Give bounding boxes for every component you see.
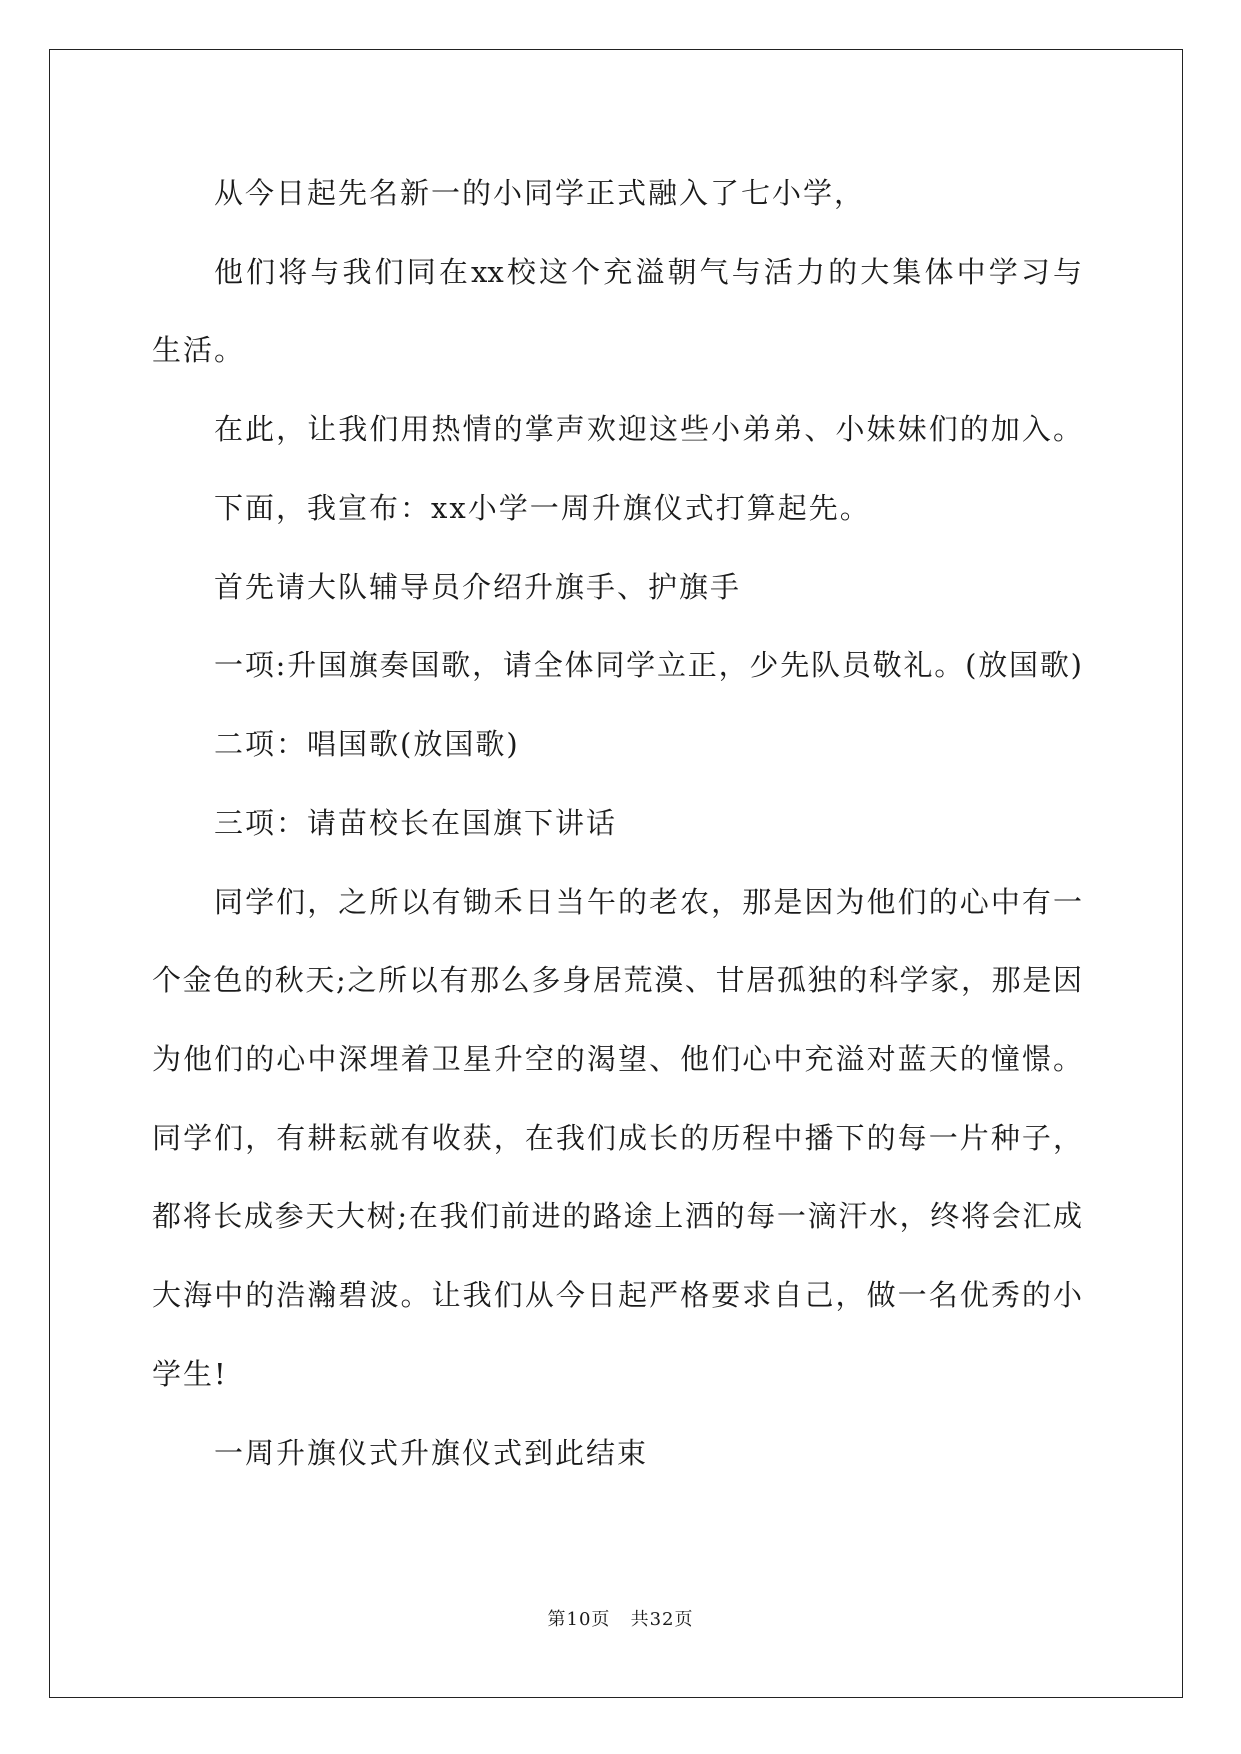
body-line-11: 个金色的秋天;之所以有那么多身居荒漠、甘居孤独的科学家，那是因 — [152, 963, 1082, 997]
body-line-15: 大海中的浩瀚碧波。让我们从今日起严格要求自己，做一名优秀的小 — [152, 1278, 1082, 1312]
body-line-2: 他们将与我们同在xx校这个充溢朝气与活力的大集体中学习与 — [214, 255, 1082, 289]
body-line-16: 学生! — [152, 1357, 228, 1391]
body-line-12: 为他们的心中深埋着卫星升空的渴望、他们心中充溢对蓝天的憧憬。 — [152, 1042, 1082, 1076]
body-line-17: 一周升旗仪式升旗仪式到此结束 — [214, 1436, 649, 1470]
body-line-4: 在此，让我们用热情的掌声欢迎这些小弟弟、小妹妹们的加入。 — [214, 412, 1082, 446]
body-line-13: 同学们，有耕耘就有收获，在我们成长的历程中播下的每一片种子， — [152, 1121, 1082, 1155]
body-line-3: 生活。 — [152, 333, 246, 367]
page-total: 共32页 — [630, 1609, 694, 1630]
body-line-5: 下面，我宣布：xx小学一周升旗仪式打算起先。 — [214, 491, 871, 525]
body-line-8: 二项：唱国歌(放国歌) — [214, 727, 520, 761]
page-number: 第10页 — [547, 1609, 611, 1630]
page-footer — [0, 1608, 1241, 1632]
body-line-6: 首先请大队辅导员介绍升旗手、护旗手 — [214, 570, 742, 604]
body-line-10: 同学们，之所以有锄禾日当午的老农，那是因为他们的心中有一 — [214, 885, 1082, 919]
body-line-1: 从今日起先名新一的小同学正式融入了七小学， — [214, 176, 866, 210]
body-line-7: 一项:升国旗奏国歌，请全体同学立正，少先队员敬礼。(放国歌) — [214, 648, 1082, 682]
body-line-9: 三项：请苗校长在国旗下讲话 — [214, 806, 618, 840]
body-line-14: 都将长成参天大树;在我们前进的路途上洒的每一滴汗水，终将会汇成 — [152, 1199, 1082, 1233]
